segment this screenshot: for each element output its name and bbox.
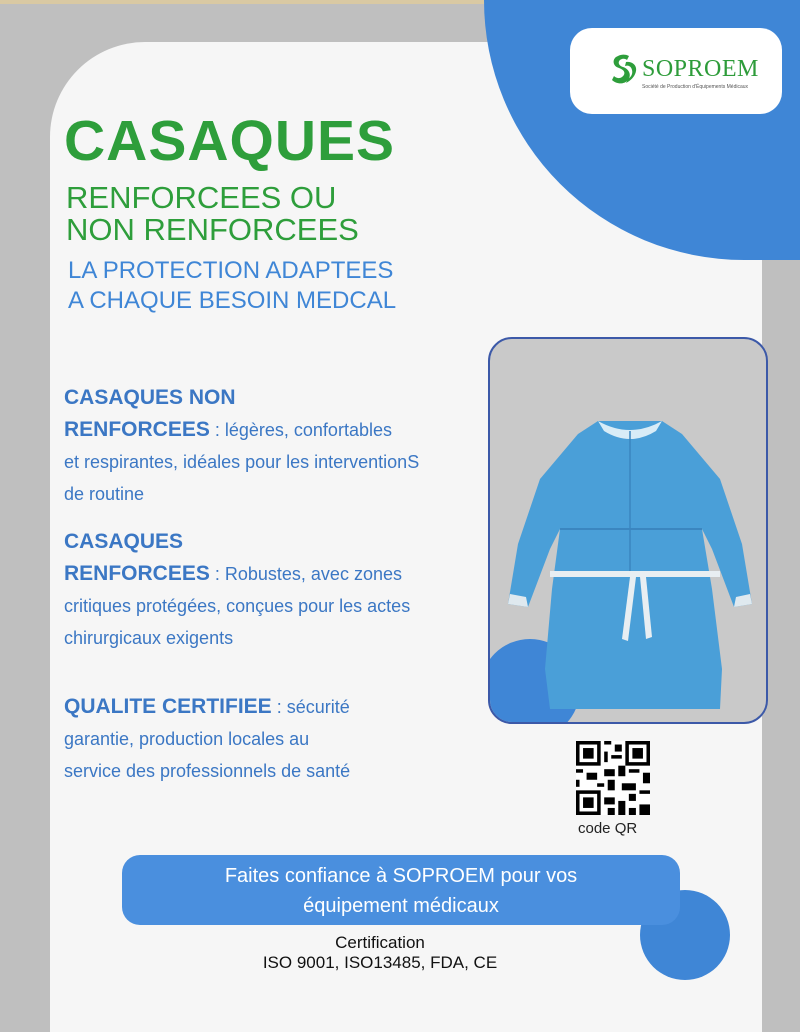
- section-label: RENFORCEES: [64, 418, 210, 441]
- brand-tagline: Société de Production d'Équipements Médicaux: [642, 84, 749, 90]
- section-text: critiques protégées, conçues pour les actes: [64, 596, 411, 616]
- trust-banner: [122, 855, 680, 925]
- banner-line-2: équipement médicaux: [303, 895, 499, 917]
- section-separator: :: [209, 420, 225, 440]
- section-label: QUALITE CERTIFIEE: [64, 695, 272, 718]
- surgical-gown-image: [490, 339, 766, 722]
- subtitle-line-1: RENFORCEES OU: [66, 180, 337, 215]
- soproem-logo-icon: [610, 54, 640, 86]
- certification-block: [210, 933, 550, 973]
- section-quality: [64, 691, 484, 787]
- qr-caption: code QR: [578, 820, 638, 837]
- section-separator: :: [209, 564, 225, 584]
- brand-name: SOPROEM: [642, 56, 759, 82]
- subtitle-line-2: NON RENFORCEES: [66, 212, 359, 247]
- tagline-line-2: A CHAQUE BESOIN MEDCAL: [68, 287, 397, 314]
- headline-tagline: [68, 256, 396, 316]
- section-reinforced: [64, 526, 484, 654]
- section-text: service des professionnels de santé: [64, 761, 351, 781]
- section-text: chirurgicaux exigents: [64, 628, 234, 648]
- brand-logo: [570, 28, 782, 114]
- tagline-line-1: LA PROTECTION ADAPTEES: [68, 257, 394, 284]
- qr-code-icon[interactable]: [576, 741, 650, 815]
- section-text: de routine: [64, 484, 145, 504]
- section-separator: :: [271, 697, 287, 717]
- section-label: RENFORCEES: [64, 562, 210, 585]
- headline-title: CASAQUES: [64, 109, 396, 173]
- section-text: sécurité: [286, 697, 350, 717]
- section-text: Robustes, avec zones: [224, 564, 402, 584]
- banner-line-1: Faites confiance à SOPROEM pour vos: [224, 865, 578, 887]
- gown-photo: [488, 337, 768, 724]
- section-label: CASAQUES NON: [64, 386, 236, 409]
- section-label: CASAQUES: [64, 530, 184, 553]
- section-non-reinforced: [64, 382, 484, 510]
- section-text: garantie, production locales au: [64, 729, 310, 749]
- certification-title: Certification: [335, 933, 425, 952]
- headline-subtitle: [66, 182, 359, 246]
- section-text: et respirantes, idéales pour les interventionS: [64, 452, 420, 472]
- section-text: légères, confortables: [224, 420, 392, 440]
- certification-list: ISO 9001, ISO13485, FDA, CE: [262, 953, 498, 972]
